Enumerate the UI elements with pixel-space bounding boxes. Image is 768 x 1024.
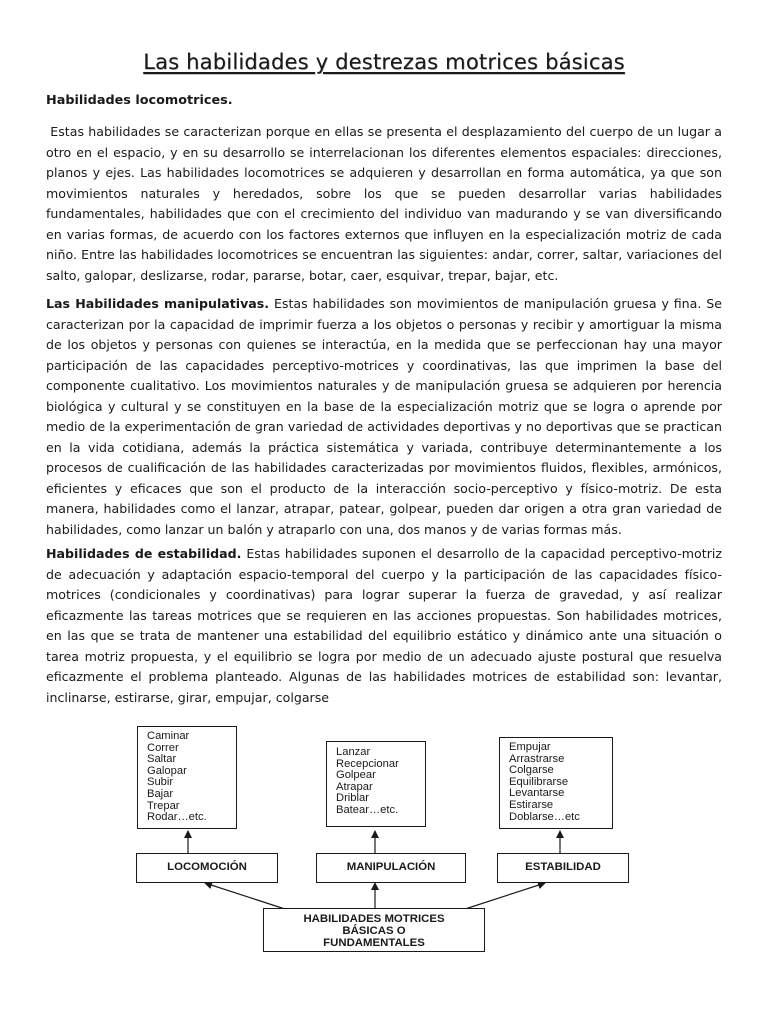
locomocion-label-box: LOCOMOCIÓN	[136, 853, 278, 883]
list-item: Golpear	[336, 769, 376, 782]
manipulacion-list-box	[326, 741, 426, 827]
estabilidad-heading: Habilidades de estabilidad.	[46, 546, 242, 561]
list-item: Arrastrarse	[509, 752, 565, 765]
base-line-2: BÁSICAS O	[342, 924, 406, 937]
list-item: Caminar	[147, 730, 190, 742]
manipulativas-text: Estas habilidades son movimientos de manipulación gruesa y fina. Se caracterizan por la capacidad de imprimir fuerza a los objetos o personas y recibir y amortiguar la misma de los objetos y personas con quienes se interactúa, en la medida que se perfeccionan hay una mayor participación de las capacidades perceptivo-motrices y coordinativas, las que imprimen la base del componente cualitativo. Los movimientos naturales y de manipulación gruesa se adquieren por herencia biológica y cultural y se constituyen en la base de la especialización motriz que se logra o aprende por medio de la experimentación de gran variedad de actividades deportivas y no deportivas que se practican en la vida cotidiana, además la práctica sistemática y variada, contribuye determinantemente a los procesos de cualificación de las habilidades caracterizadas por movimientos fluidos, flexibles, armónicos, eficientes y eficaces que son el producto de la interacción socio-perceptivo y físico-motriz. De esta manera, habilidades como el lanzar, atrapar, patear, golpear, pueden dar origen a otra gran variedad de habilidades, como lanzar un balón y atraparlo con una, dos manos y de varias formas más.	[46, 296, 722, 537]
list-item: Equilibrarse	[509, 775, 569, 788]
list-item: Estirarse	[509, 798, 554, 811]
list-item: Correr	[147, 741, 179, 754]
fundamental-skills-box	[263, 908, 485, 952]
list-item: Recepcionar	[336, 757, 399, 770]
locomocion-list-box	[137, 726, 237, 829]
manipulacion-label-box: MANIPULACIÓN	[316, 853, 466, 883]
base-line-3: FUNDAMENTALES	[323, 936, 425, 949]
list-item: Colgarse	[509, 764, 554, 777]
list-item: Batear…etc.	[336, 803, 399, 816]
base-line-1: HABILIDADES MOTRICES	[303, 913, 445, 925]
list-item: Subir	[147, 776, 174, 789]
estabilidad-label-box: ESTABILIDAD	[497, 853, 629, 883]
list-item: Bajar	[147, 787, 174, 800]
list-item: Doblarse…etc	[509, 810, 580, 823]
list-item: Empujar	[509, 741, 551, 753]
list-item: Atrapar	[336, 780, 373, 793]
list-item: Lanzar	[336, 746, 371, 758]
locomotrices-text: Estas habilidades se caracterizan porque en ellas se presenta el desplazamiento del cuerpo de un lugar a otro en el espacio, y en su desarrollo se interrelacionan los diferentes elementos espaciales: direcciones, planos y ejes. Las habilidades locomotrices se adquieren y desarrollan en forma automática, ya que son movimientos naturales y heredados, sobre los que se pueden desarrollar varias habilidades fundamentales, habilidades que con el crecimiento del individuo van madurando y se van diversificando en varias formas, de acuerdo con los factores externos que influyen en la especialización motriz de cada niño. Entre las habilidades locomotrices se encuentran las siguientes: andar, correr, saltar, variaciones del salto, galopar, deslizarse, rodar, pararse, botar, caer, esquivar, trepar, bajar, etc.	[46, 124, 722, 283]
list-item: Rodar…etc.	[147, 811, 207, 824]
list-item: Levantarse	[509, 787, 565, 800]
manipulativas-heading: Las Habilidades manipulativas.	[46, 296, 270, 311]
list-item: Trepar	[147, 799, 180, 812]
list-item: Galopar	[147, 764, 187, 777]
arrow-base-to-estabilidad	[462, 883, 545, 910]
page-title: Las habilidades y destrezas motrices básicas	[143, 50, 625, 74]
list-item: Saltar	[147, 753, 177, 766]
arrow-base-to-locomocion	[205, 883, 288, 910]
estabilidad-text: Estas habilidades suponen el desarrollo de la capacidad perceptivo-motriz de adecuación y adaptación espacio-temporal del cuerpo y la participación de las capacidades físico-motrices (condicionales y coordinativas) para lograr superar la fuerza de gravedad, y así realizar eficazmente las tareas motrices que se requieren en las acciones propuestas. Son habilidades motrices, en las que se trata de mantener una estabilidad del equilibrio estático y dinámico ante una situación o tarea motriz propuesta, y el equilibrio se logra por medio de un adecuado ajuste postural que resuelva eficazmente el problema planteado. Algunas de las habilidades motrices de estabilidad son: levantar, inclinarse, estirarse, girar, empujar, colgarse	[46, 546, 722, 705]
locomotrices-heading: Habilidades locomotrices.	[46, 93, 233, 108]
list-item: Driblar	[336, 792, 369, 805]
estabilidad-list-box	[499, 737, 613, 829]
